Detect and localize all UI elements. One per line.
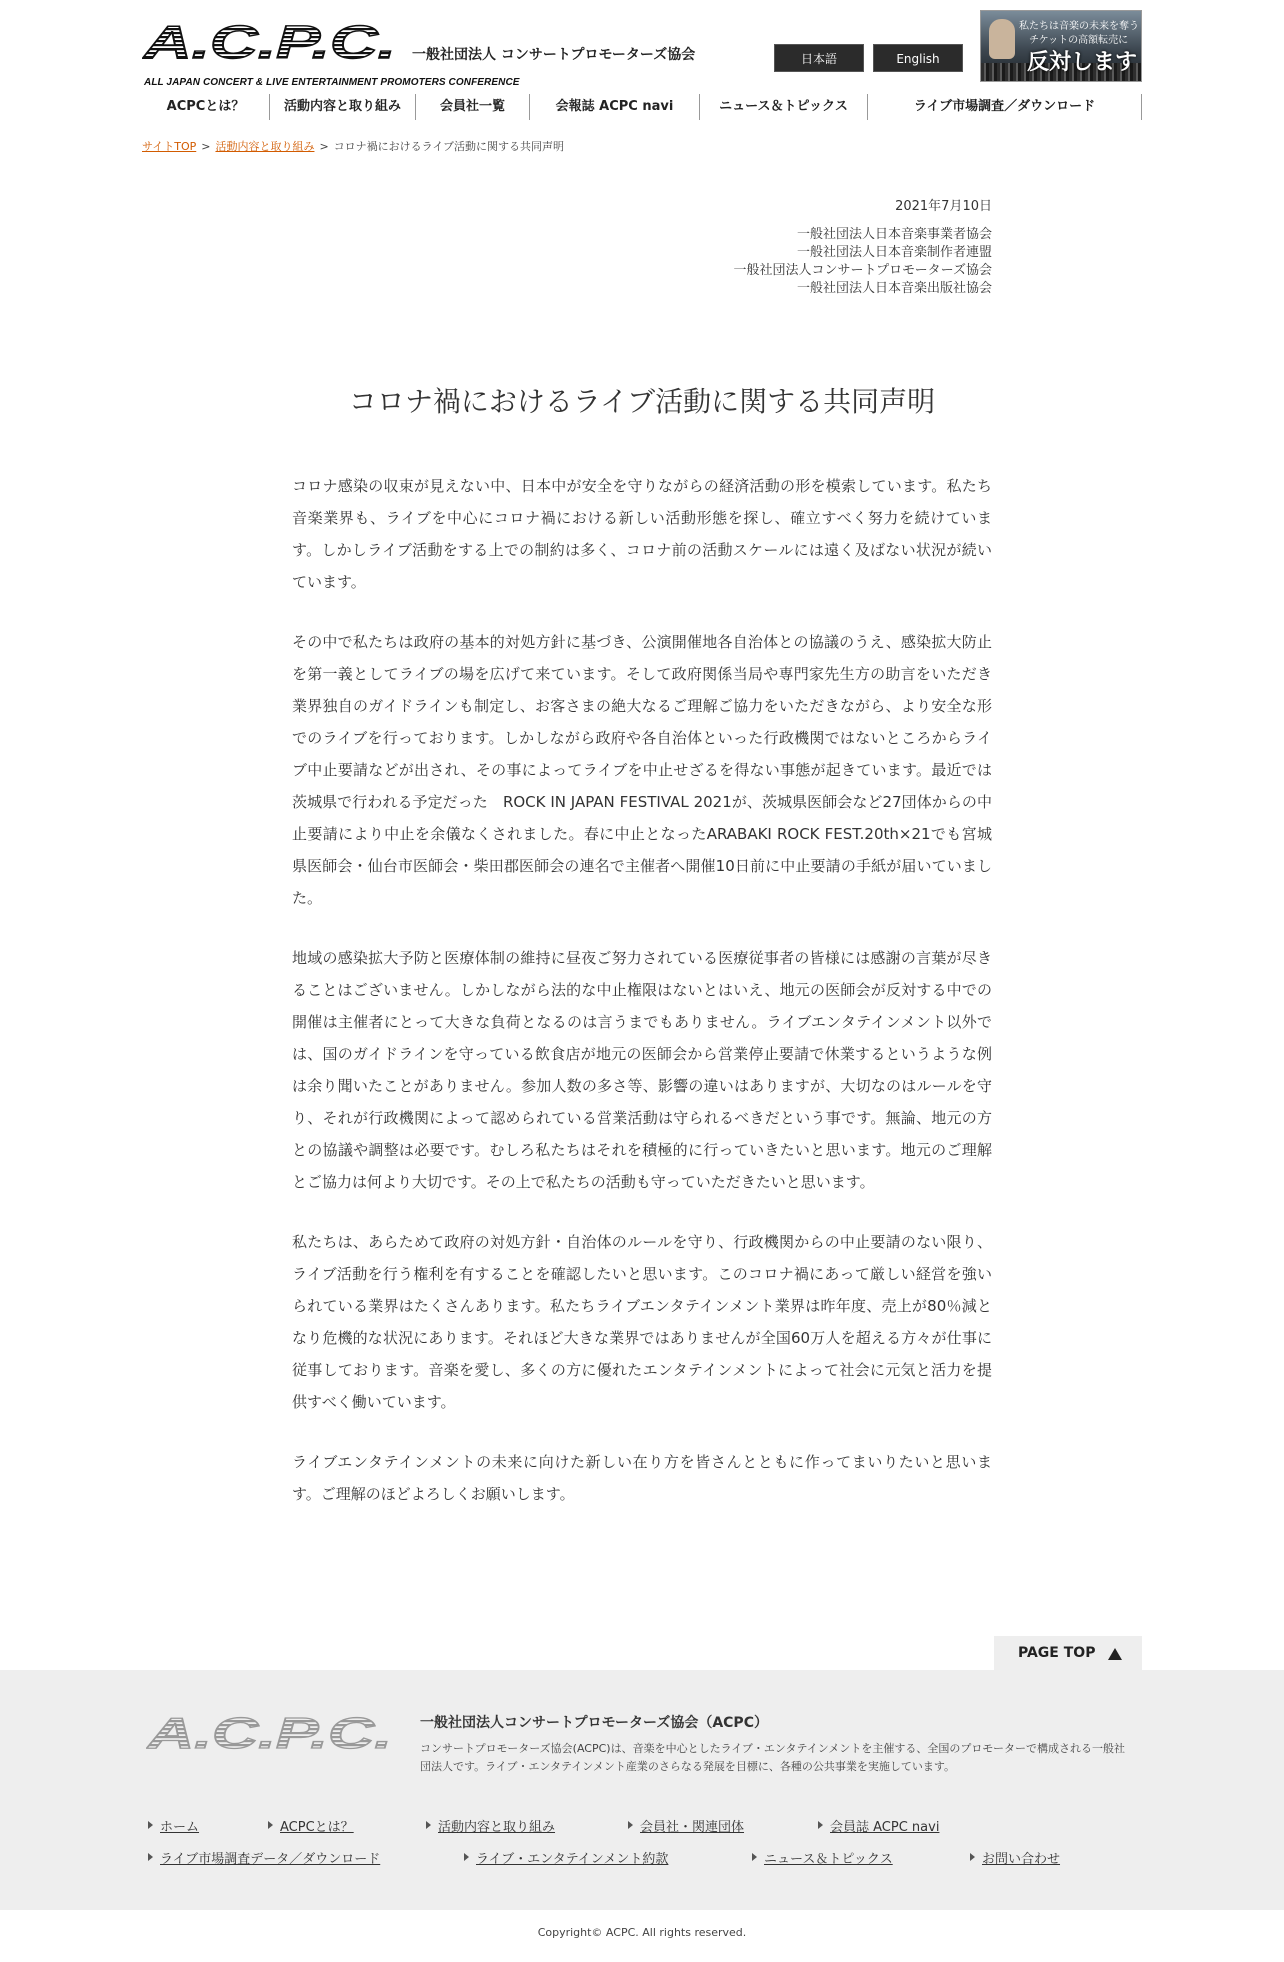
arrow-up-icon — [1108, 1648, 1122, 1660]
paragraph: 私たちは、あらためて政府の対処方針・自治体のルールを守り、行政機関からの中止要請のない限り、ライブ活動を行う権利を有することを確認したいと思います。このコロナ禍にあって厳しい経営を強いられている業界はたくさんあります。私たちライブエンタテインメント業界は昨年度、売上が80％減となり危機的な状況にあります。それほど大きな業界ではありませんが全国60万人を超える方々が仕事に従事しております。音楽を愛し、多くの方に優れたエンタテインメントによって社会に元気と活力を提供すべく働いています。 — [292, 1233, 992, 1411]
paragraph: コロナ感染の収束が見えない中、日本中が安全を守りながらの経済活動の形を模索しています。私たち音楽業界も、ライブを中心にコロナ禍における新しい活動形態を探し、確立すべく努力を続けています。しかしライブ活動をする上での制約は多く、コロナ前の活動スケールには遠く及ばない状況が続いています。 — [292, 477, 992, 591]
nav-item-acpc-navi[interactable]: 会報誌 ACPC navi — [530, 94, 700, 120]
logo-subtitle: ALL JAPAN CONCERT & LIVE ENTERTAINMENT PROMOTERS CONFERENCE — [144, 77, 520, 88]
footer-link-contact[interactable]: お問い合わせ — [968, 1848, 1060, 1867]
triangle-right-icon — [752, 1853, 757, 1861]
banner-line-3: 反対します — [1027, 49, 1138, 75]
org-name: 一般社団法人 コンサートプロモーターズ協会 — [412, 47, 696, 63]
triangle-right-icon — [628, 1821, 633, 1829]
footer-link-about[interactable]: ACPCとは？ — [266, 1816, 354, 1835]
lang-japanese-button[interactable]: 日本語 — [774, 44, 864, 72]
lang-english-button[interactable]: English — [873, 44, 963, 72]
triangle-right-icon — [818, 1821, 823, 1829]
triangle-right-icon — [426, 1821, 431, 1829]
nav-item-activities[interactable]: 活動内容と取り組み — [270, 94, 416, 120]
footer-logo-icon[interactable] — [146, 1712, 396, 1752]
nav-item-members[interactable]: 会員社一覧 — [416, 94, 530, 120]
triangle-right-icon — [268, 1821, 273, 1829]
footer-link-members[interactable]: 会員社・関連団体 — [626, 1816, 744, 1835]
copyright: Copyright© ACPC. All rights reserved. — [537, 1926, 747, 1939]
site-logo[interactable] — [142, 20, 520, 88]
page-top-button[interactable] — [994, 1636, 1142, 1670]
breadcrumb-separator: > — [201, 140, 211, 153]
breadcrumb-section-link[interactable]: 活動内容と取り組み — [215, 140, 315, 153]
triangle-right-icon — [970, 1853, 975, 1861]
signer-list — [734, 226, 992, 298]
breadcrumb-separator: > — [319, 140, 329, 153]
triangle-right-icon — [148, 1821, 153, 1829]
banner-line-1: 私たちは音楽の未来を奪う — [1019, 21, 1139, 32]
paragraph: その中で私たちは政府の基本的対処方針に基づき、公演開催地各自治体との協議のうえ、感染拡大防止を第一義としてライブの場を広げて来ています。そして政府関係当局や専門家先生方の助言をいただき業界独自のガイドラインも制定し、お客さまの絶大なるご理解ご協力をいただきながら、より安全な形でのライブを行っております。しかしながら政府や各自治体といった行政機関ではないところからライブ中止要請などが出され、その事によってライブを中止せざるを得ない事態が起きています。最近では茨城県で行われる予定だった ROCK IN JAPAN FESTIVAL 2021が、茨城県医師会など27団体からの中止要請により中止を余儀なくされました。春に中止となったARABAKI ROCK FEST.20th×21でも宮城県医師会・仙台市医師会・柴田郡医師会の連名で主催者へ開催10日前に中止要請の手紙が届いていました。 — [292, 633, 992, 907]
svg-text:A.C.P.C.: A.C.P.C. — [146, 1712, 392, 1752]
triangle-right-icon — [148, 1853, 153, 1861]
anti-resale-banner[interactable] — [980, 10, 1142, 82]
footer-link-news[interactable]: ニュース＆トピックス — [750, 1848, 893, 1867]
breadcrumb-home-link[interactable]: サイトTOP — [142, 140, 197, 153]
breadcrumb-current: コロナ禍におけるライブ活動に関する共同声明 — [333, 140, 565, 153]
site-footer — [0, 1670, 1284, 1910]
footer-link-market-research[interactable]: ライブ市場調査データ／ダウンロード — [146, 1848, 380, 1867]
page-top-label: PAGE TOP — [1018, 1645, 1096, 1661]
footer-link-acpc-navi[interactable]: 会員誌 ACPC navi — [816, 1816, 939, 1835]
paragraph: ライブエンタテインメントの未来に向けた新しい在り方を皆さんとともに作ってまいりたいと思います。ご理解のほどよろしくお願いします。 — [292, 1453, 992, 1503]
triangle-right-icon — [464, 1853, 469, 1861]
site-header — [142, 10, 1142, 88]
signer: 一般社団法人日本音楽制作者連盟 — [796, 245, 992, 260]
breadcrumb — [142, 138, 564, 154]
acpc-logo-icon — [142, 20, 400, 62]
signer: 一般社団法人コンサートプロモーターズ協会 — [733, 263, 992, 278]
banner-line-2: チケットの高額転売に — [1029, 35, 1129, 46]
main-nav — [142, 94, 1142, 120]
statement-body — [292, 470, 992, 1538]
footer-description: コンサートプロモーターズ協会(ACPC)は、音楽を中心としたライブ・エンタテインメントを主催する、全国のプロモーターで構成される一般社団法人です。ライブ・エンタテインメント産業のさらなる発展を目標に、各種の公共事業を実施しています。 — [420, 1742, 1125, 1773]
svg-text:A.C.P.C.: A.C.P.C. — [142, 20, 396, 62]
statement-date: 2021年7月10日 — [895, 199, 992, 214]
paragraph: 地域の感染拡大予防と医療体制の維持に昼夜ご努力されている医療従事者の皆様には感謝の言葉が尽きることはございません。しかしながら法的な中止権限はないとはいえ、地元の医師会が反対する中での開催は主催者にとって大きな負荷となるのは言うまでもありません。ライブエンタテインメント以外では、国のガイドラインを守っている飲食店が地元の医師会から営業停止要請で休業するというような例は余り聞いたことがありません。参加人数の多さ等、影響の違いはありますが、大切なのはルールを守り、それが行政機関によって認められている営業活動は守られるべきだという事です。無論、地元の方との協議や調整は必要です。むしろ私たちはそれを積極的に行っていきたいと思います。地元のご理解とご協力は何より大切です。その上で私たちの活動も守っていただきたいと思います。 — [292, 949, 992, 1191]
nav-item-about[interactable]: ACPCとは？ — [142, 94, 270, 120]
page-title: コロナ禍におけるライブ活動に関する共同声明 — [348, 385, 936, 418]
signer: 一般社団法人日本音楽出版社協会 — [796, 281, 992, 296]
nav-item-news[interactable]: ニュース＆トピックス — [700, 94, 868, 120]
signer: 一般社団法人日本音楽事業者協会 — [796, 227, 992, 242]
nav-item-market-research[interactable]: ライブ市場調査／ダウンロード — [868, 94, 1142, 120]
footer-link-activities[interactable]: 活動内容と取り組み — [424, 1816, 555, 1835]
footer-org-name: 一般社団法人コンサートプロモーターズ協会（ACPC） — [420, 1715, 768, 1731]
banner-photo-icon — [989, 19, 1015, 59]
footer-link-home[interactable]: ホーム — [146, 1816, 199, 1835]
footer-link-terms[interactable]: ライブ・エンタテインメント約款 — [462, 1848, 668, 1867]
